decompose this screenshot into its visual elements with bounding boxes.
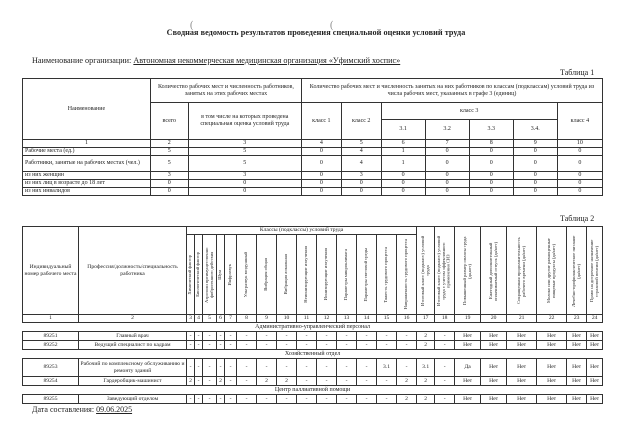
- cell-value: Нет: [481, 341, 507, 350]
- date-label: Дата составления:: [32, 405, 95, 414]
- factor-header-label: Ионизирующие излучения: [323, 248, 329, 301]
- factor-header: [417, 227, 435, 315]
- cell-value: 5: [150, 156, 188, 172]
- cell-value: 0: [513, 156, 557, 172]
- cell-value: -: [435, 341, 455, 350]
- cell-value: 0: [513, 172, 557, 180]
- cell-value: Нет: [455, 332, 481, 341]
- col-num: 17: [417, 315, 435, 323]
- col-num: 15: [377, 315, 397, 323]
- cell-value: -: [317, 341, 337, 350]
- table-row: [23, 188, 603, 196]
- factor-header: [537, 227, 567, 315]
- cell-value: -: [203, 377, 217, 386]
- col-num: 10: [277, 315, 297, 323]
- cell-value: -: [397, 341, 417, 350]
- document-title: Сводная ведомость результатов проведения специальной оценки условий труда: [166, 28, 466, 37]
- factor-header: [317, 235, 337, 315]
- factor-header: [203, 235, 217, 315]
- header-class3-1: 3.1: [381, 120, 425, 140]
- col-num: 22: [537, 315, 567, 323]
- header-classes-group: Количество рабочих мест и численность занятых на них работников по классам (подклассам) условий труда из числа рабочих мест, указанных в графе 3 (единиц): [301, 79, 602, 103]
- table1-label: Таблица 1: [560, 68, 595, 77]
- section-row: [23, 323, 603, 332]
- cell-value: -: [187, 332, 195, 341]
- cell-value: -: [187, 359, 195, 377]
- cell-value: Да: [455, 359, 481, 377]
- profession: Главный врач: [79, 332, 187, 341]
- cell-value: 0: [557, 148, 602, 156]
- col-num: 21: [507, 315, 537, 323]
- factor-header: [377, 235, 397, 315]
- organization-label: Наименование организации:: [32, 56, 132, 65]
- cell-value: -: [435, 395, 455, 404]
- factor-header-label: Химический фактор: [187, 254, 193, 295]
- col-num: 16: [397, 315, 417, 323]
- workplace-table: [22, 226, 603, 404]
- factor-header-label: Аэрозоли преимущественно фиброгенного действия: [203, 246, 214, 303]
- cell-value: 0: [469, 156, 513, 172]
- cell-value: -: [257, 395, 277, 404]
- col-num: 7: [225, 315, 237, 323]
- cell-value: 2: [417, 395, 435, 404]
- workplace-id: 89252: [23, 341, 79, 350]
- cell-value: 0: [381, 180, 425, 188]
- cell-value: -: [195, 341, 203, 350]
- cell-value: 0: [381, 188, 425, 196]
- header-workplace-id: Индивидуальный номер рабочего места: [23, 227, 79, 315]
- section-title: Хозяйственный отдел: [23, 350, 603, 359]
- cell-value: Нет: [507, 359, 537, 377]
- cell-value: 0: [469, 188, 513, 196]
- col-num: 13: [337, 315, 357, 323]
- cell-value: -: [357, 359, 377, 377]
- workplace-id: 89253: [23, 359, 79, 377]
- factor-header-label: Повышенный размер оплаты труда (да,нет): [461, 236, 472, 305]
- cell-value: Нет: [587, 332, 603, 341]
- cell-value: 3.1: [377, 359, 397, 377]
- cell-value: -: [257, 341, 277, 350]
- profession: Гардеробщик-машинист: [79, 377, 187, 386]
- factor-header: [297, 235, 317, 315]
- cell-value: -: [337, 395, 357, 404]
- cell-value: -: [217, 341, 225, 350]
- cell-value: -: [225, 377, 237, 386]
- header-class3: класс 3: [381, 103, 557, 120]
- cell-value: 2: [217, 377, 225, 386]
- cell-value: -: [225, 359, 237, 377]
- cell-value: 0: [301, 188, 341, 196]
- cell-value: -: [317, 359, 337, 377]
- header-class3-2: 3.2: [425, 120, 469, 140]
- factor-header: [455, 227, 481, 315]
- table-row: [23, 148, 603, 156]
- cell-value: Нет: [455, 395, 481, 404]
- col-num: 3: [187, 315, 195, 323]
- factor-header-label: Параметры микроклимата: [343, 248, 349, 301]
- factor-header: [481, 227, 507, 315]
- cell-value: Нет: [481, 395, 507, 404]
- col-num: 20: [481, 315, 507, 323]
- header-profession: Профессия/должность/специальность работника: [79, 227, 187, 315]
- factor-header-label: Ежегодный дополнительный оплачиваемый отпуск (да/нет): [487, 240, 498, 301]
- cell-value: 0: [188, 188, 301, 196]
- cell-value: 0: [188, 180, 301, 188]
- factor-header-label: Вибрация общая: [263, 258, 269, 291]
- cell-value: 5: [150, 148, 188, 156]
- row-label: из них инвалидов: [23, 188, 151, 196]
- cell-value: 0: [469, 180, 513, 188]
- table2-label: Таблица 2: [560, 214, 595, 223]
- factor-header-label: Итоговый класс (подкласс) условий труда: [419, 235, 430, 306]
- col-num: 23: [567, 315, 587, 323]
- factor-header: [277, 235, 297, 315]
- workplace-id: 89254: [23, 377, 79, 386]
- col-num: 4: [301, 140, 341, 148]
- factor-header-label: Право на досрочное назначение страховой пенсии (да/нет): [588, 239, 599, 302]
- cell-value: Нет: [587, 341, 603, 350]
- table-row: [23, 395, 603, 404]
- header-total: всего: [150, 103, 188, 140]
- organization-line: [32, 56, 400, 65]
- cell-value: Нет: [481, 359, 507, 377]
- factor-header: [397, 235, 417, 315]
- factor-header-label: Шум: [217, 269, 223, 280]
- compile-date-line: [32, 405, 132, 414]
- cell-value: 0: [150, 180, 188, 188]
- cell-value: -: [257, 332, 277, 341]
- cell-value: -: [435, 359, 455, 377]
- col-num: 18: [435, 315, 455, 323]
- col-num: 3: [188, 140, 301, 148]
- profession: Ведущий специалист по кадрам: [79, 341, 187, 350]
- cell-value: Нет: [507, 332, 537, 341]
- header-class1: класс 1: [301, 103, 341, 140]
- cell-value: Нет: [507, 377, 537, 386]
- cell-value: -: [357, 341, 377, 350]
- table-row: [23, 377, 603, 386]
- factor-header-label: Ультразвук воздушный: [243, 251, 249, 298]
- workplace-id: 89255: [23, 395, 79, 404]
- cell-value: -: [297, 359, 317, 377]
- cell-value: -: [297, 332, 317, 341]
- cell-value: Нет: [567, 377, 587, 386]
- col-num: 11: [297, 315, 317, 323]
- col-num: 9: [257, 315, 277, 323]
- cell-value: -: [203, 395, 217, 404]
- cell-value: 5: [188, 156, 301, 172]
- cell-value: 0: [513, 180, 557, 188]
- factor-header: [217, 235, 225, 315]
- factor-header-label: Лечебно-профилактическое питание (да/нет): [570, 234, 581, 307]
- cell-value: -: [237, 359, 257, 377]
- cell-value: Нет: [587, 395, 603, 404]
- cell-value: -: [297, 395, 317, 404]
- profession: Рабочий по комплексному обслуживанию и ремонту зданий: [79, 359, 187, 377]
- cell-value: -: [277, 395, 297, 404]
- col-num: 2: [79, 315, 187, 323]
- col-num: 5: [203, 315, 217, 323]
- factor-header-label: Вибрация локальная: [283, 254, 289, 295]
- summary-table: [22, 78, 603, 196]
- cell-value: -: [195, 359, 203, 377]
- table-row: [23, 332, 603, 341]
- cell-value: -: [317, 377, 337, 386]
- cell-value: -: [195, 395, 203, 404]
- col-num: 24: [587, 315, 603, 323]
- cell-value: -: [377, 377, 397, 386]
- cell-value: 0: [425, 180, 469, 188]
- factor-header-label: Итоговый класс (подкласс) условий труда с учетом эффективного применения СИЗ: [436, 235, 452, 306]
- cell-value: 2: [257, 377, 277, 386]
- cell-value: -: [357, 377, 377, 386]
- col-num: 8: [237, 315, 257, 323]
- factor-header-label: Тяжесть трудового процесса: [383, 246, 389, 303]
- cell-value: -: [257, 359, 277, 377]
- cell-value: 0: [513, 148, 557, 156]
- cell-value: 0: [301, 172, 341, 180]
- col-num: 7: [425, 140, 469, 148]
- factor-header: [567, 227, 587, 315]
- table-row: [23, 172, 603, 180]
- cell-value: 0: [150, 188, 188, 196]
- cell-value: Нет: [537, 395, 567, 404]
- cell-value: -: [237, 395, 257, 404]
- cell-value: -: [357, 395, 377, 404]
- cell-value: 0: [513, 188, 557, 196]
- factor-header: [587, 227, 603, 315]
- cell-value: 0: [469, 148, 513, 156]
- cell-value: 2: [277, 377, 297, 386]
- cell-value: 0: [381, 172, 425, 180]
- cell-value: 0: [557, 188, 602, 196]
- cell-value: -: [317, 332, 337, 341]
- row-label: из них лиц в возрасте до 18 лет: [23, 180, 151, 188]
- factor-header: [337, 235, 357, 315]
- cell-value: 3: [341, 172, 381, 180]
- factor-header: [225, 235, 237, 315]
- col-num: 19: [455, 315, 481, 323]
- cell-value: -: [237, 341, 257, 350]
- cell-value: -: [297, 377, 317, 386]
- cell-value: Нет: [455, 377, 481, 386]
- table-row: [23, 341, 603, 350]
- scan-mark: (: [190, 20, 194, 31]
- col-num: 4: [195, 315, 203, 323]
- factor-header: [195, 235, 203, 315]
- cell-value: Нет: [567, 395, 587, 404]
- cell-value: Нет: [567, 332, 587, 341]
- cell-value: -: [195, 377, 203, 386]
- col-num: 1: [23, 140, 151, 148]
- cell-value: -: [277, 359, 297, 377]
- cell-value: 3: [150, 172, 188, 180]
- profession: Заведующий отделом: [79, 395, 187, 404]
- factor-header: [507, 227, 537, 315]
- factor-header: [435, 227, 455, 315]
- cell-value: 0: [425, 156, 469, 172]
- col-num: 10: [557, 140, 602, 148]
- column-number-row: [23, 315, 603, 323]
- cell-value: -: [203, 332, 217, 341]
- column-number-row: [23, 140, 603, 148]
- cell-value: -: [225, 395, 237, 404]
- cell-value: -: [277, 341, 297, 350]
- cell-value: -: [337, 332, 357, 341]
- organization-name: Автономная некоммерческая медицинская организация «Уфимский хоспис»: [133, 56, 401, 65]
- header-classes-group: Классы (подклассы) условий труда: [187, 227, 417, 235]
- cell-value: -: [217, 359, 225, 377]
- header-count-group: Количество рабочих мест и численность работников, занятых на этих рабочих местах: [150, 79, 301, 103]
- cell-value: -: [435, 332, 455, 341]
- cell-value: -: [377, 395, 397, 404]
- section-row: [23, 350, 603, 359]
- cell-value: -: [225, 341, 237, 350]
- cell-value: Нет: [455, 341, 481, 350]
- cell-value: 2: [417, 341, 435, 350]
- header-assessed: в том числе на которых проведена специальная оценка условий труда: [188, 103, 301, 140]
- cell-value: 0: [425, 172, 469, 180]
- cell-value: -: [195, 332, 203, 341]
- factor-header: [187, 235, 195, 315]
- cell-value: 0: [557, 156, 602, 172]
- factor-header-label: Молоко или другие равноценные пищевые продукты (да/нет): [545, 238, 556, 303]
- cell-value: 2: [397, 377, 417, 386]
- cell-value: 3.1: [417, 359, 435, 377]
- col-num: 8: [469, 140, 513, 148]
- cell-value: Нет: [567, 359, 587, 377]
- header-class3-4: 3.4.: [513, 120, 557, 140]
- row-label: Работники, занятые на рабочих местах (чел.): [23, 156, 151, 172]
- col-num: 9: [513, 140, 557, 148]
- cell-value: 0: [341, 180, 381, 188]
- cell-value: 0: [425, 188, 469, 196]
- col-num: 2: [150, 140, 188, 148]
- cell-value: 4: [341, 156, 381, 172]
- cell-value: -: [237, 332, 257, 341]
- cell-value: Нет: [587, 377, 603, 386]
- cell-value: 2: [397, 395, 417, 404]
- table-row: [23, 156, 603, 172]
- cell-value: 3: [188, 172, 301, 180]
- col-num: 6: [217, 315, 225, 323]
- cell-value: Нет: [537, 332, 567, 341]
- factor-header-label: Биологический фактор: [195, 252, 201, 297]
- factor-header-label: Неионизирующие излучения: [303, 246, 309, 303]
- cell-value: -: [203, 359, 217, 377]
- cell-value: 1: [381, 148, 425, 156]
- cell-value: 1: [381, 156, 425, 172]
- row-label: из них женщин: [23, 172, 151, 180]
- cell-value: -: [187, 341, 195, 350]
- factor-header-label: Параметры световой среды: [363, 247, 369, 302]
- cell-value: Нет: [587, 359, 603, 377]
- cell-value: -: [297, 341, 317, 350]
- cell-value: Нет: [567, 341, 587, 350]
- date-value: 09.06.2025: [96, 405, 133, 414]
- cell-value: -: [225, 332, 237, 341]
- header-class2: класс 2: [341, 103, 381, 140]
- row-label: Рабочие места (ед.): [23, 148, 151, 156]
- section-title: Административно-управленческий персонал: [23, 323, 603, 332]
- cell-value: -: [237, 377, 257, 386]
- cell-value: -: [217, 395, 225, 404]
- col-num: 6: [381, 140, 425, 148]
- cell-value: -: [377, 341, 397, 350]
- cell-value: -: [377, 332, 397, 341]
- factor-header-label: Сокращенная продолжительность рабочего времени (да/нет): [515, 237, 526, 304]
- factor-header: [357, 235, 377, 315]
- cell-value: 2: [187, 377, 195, 386]
- cell-value: 0: [301, 148, 341, 156]
- cell-value: 4: [341, 148, 381, 156]
- cell-value: 0: [301, 156, 341, 172]
- cell-value: -: [357, 332, 377, 341]
- factor-header-label: Инфразвук: [227, 263, 233, 286]
- cell-value: 5: [188, 148, 301, 156]
- cell-value: Нет: [537, 341, 567, 350]
- cell-value: -: [203, 341, 217, 350]
- cell-value: 0: [469, 172, 513, 180]
- cell-value: Нет: [481, 332, 507, 341]
- scan-mark: (: [330, 20, 334, 31]
- cell-value: -: [217, 332, 225, 341]
- header-name: Наименование: [23, 79, 151, 140]
- cell-value: -: [337, 341, 357, 350]
- cell-value: Нет: [537, 359, 567, 377]
- factor-header: [257, 235, 277, 315]
- cell-value: -: [397, 332, 417, 341]
- cell-value: -: [397, 359, 417, 377]
- cell-value: 0: [557, 180, 602, 188]
- header-class3-3: 3.3: [469, 120, 513, 140]
- cell-value: -: [317, 395, 337, 404]
- cell-value: -: [187, 395, 195, 404]
- cell-value: 0: [301, 180, 341, 188]
- section-row: [23, 386, 603, 395]
- header-class4: класс 4: [557, 103, 602, 140]
- table-row: [23, 359, 603, 377]
- cell-value: -: [435, 377, 455, 386]
- cell-value: 0: [425, 148, 469, 156]
- cell-value: Нет: [481, 377, 507, 386]
- cell-value: Нет: [507, 341, 537, 350]
- cell-value: 0: [557, 172, 602, 180]
- cell-value: -: [337, 359, 357, 377]
- cell-value: 2: [417, 332, 435, 341]
- workplace-id: 89251: [23, 332, 79, 341]
- cell-value: Нет: [537, 377, 567, 386]
- cell-value: -: [277, 332, 297, 341]
- cell-value: 0: [341, 188, 381, 196]
- col-num: 5: [341, 140, 381, 148]
- cell-value: Нет: [507, 395, 537, 404]
- table-row: [23, 180, 603, 188]
- section-title: Центр паллиативной помощи: [23, 386, 603, 395]
- col-num: 14: [357, 315, 377, 323]
- col-num: 1: [23, 315, 79, 323]
- col-num: 12: [317, 315, 337, 323]
- cell-value: -: [337, 377, 357, 386]
- factor-header: [237, 235, 257, 315]
- cell-value: 2: [417, 377, 435, 386]
- factor-header-label: Напряженность трудового процесса: [403, 239, 409, 310]
